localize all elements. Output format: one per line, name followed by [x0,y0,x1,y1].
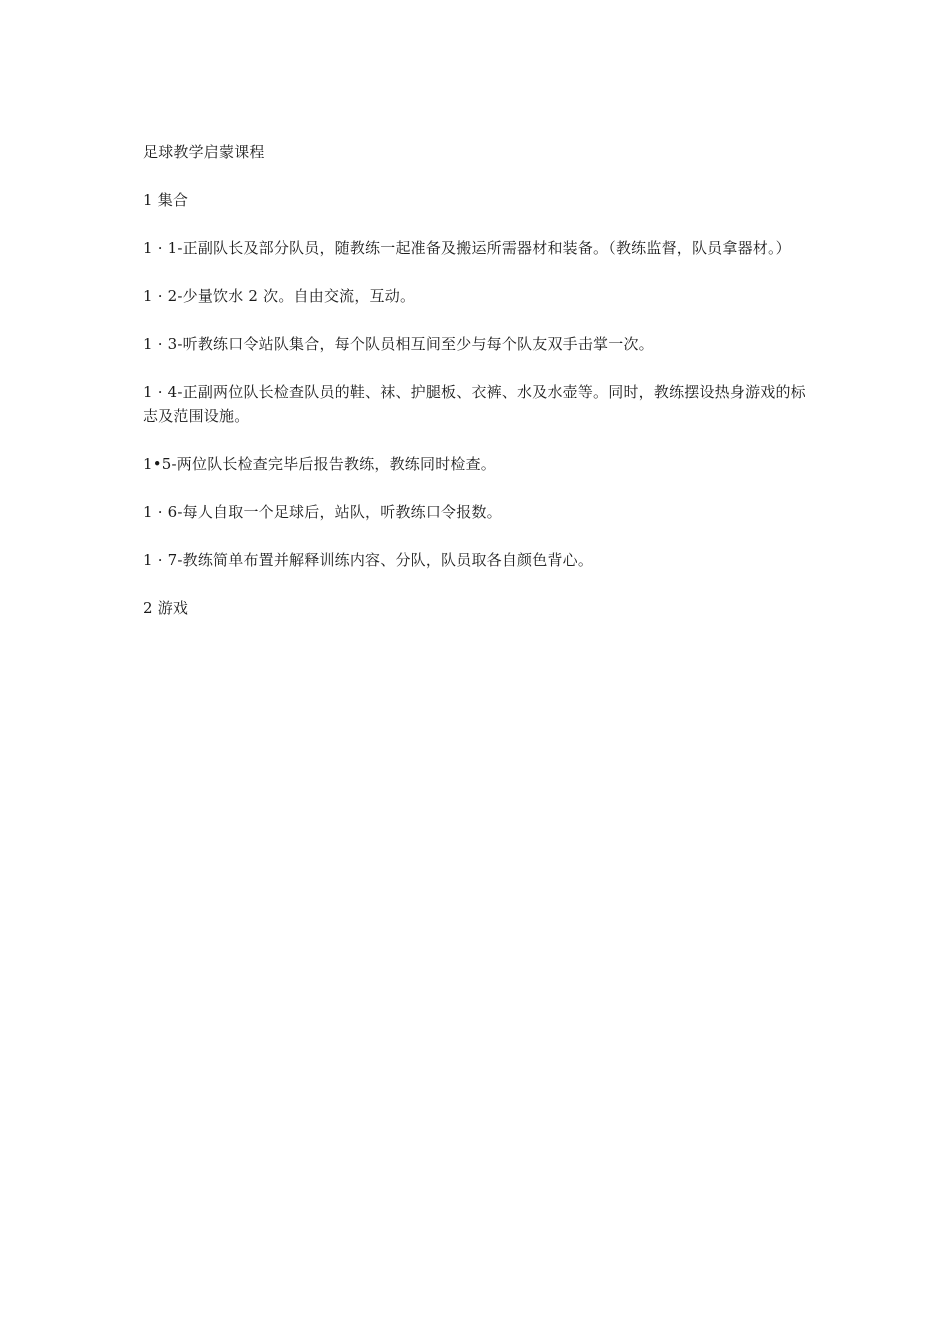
paragraph-1-2: 1 · 2-少量饮水 2 次。自由交流，互动。 [143,287,416,305]
document-body [143,140,811,644]
section-heading-games: 2 游戏 [143,599,189,617]
paragraph-1-5: 1•5-两位队长检查完毕后报告教练，教练同时检查。 [143,455,497,473]
document-title: 足球教学启蒙课程 [143,143,265,161]
paragraph-1-3: 1 · 3-听教练口令站队集合，每个队员相互间至少与每个队友双手击掌一次。 [143,335,654,353]
paragraph-1-6: 1 · 6-每人自取一个足球后，站队，听教练口令报数。 [143,503,502,521]
paragraph-1-1: 1 · 1-正副队长及部分队员，随教练一起准备及搬运所需器材和装备。（教练监督，队员拿器材。） [143,239,791,257]
paragraph-1-7: 1 · 7-教练简单布置并解释训练内容、分队，队员取各自颜色背心。 [143,551,594,569]
paragraph-1-4: 1 · 4-正副两位队长检查队员的鞋、袜、护腿板、衣裤、水及水壶等。同时，教练摆设热身游戏的标志及范围设施。 [143,383,806,425]
section-heading-gathering: 1 集合 [143,191,189,209]
